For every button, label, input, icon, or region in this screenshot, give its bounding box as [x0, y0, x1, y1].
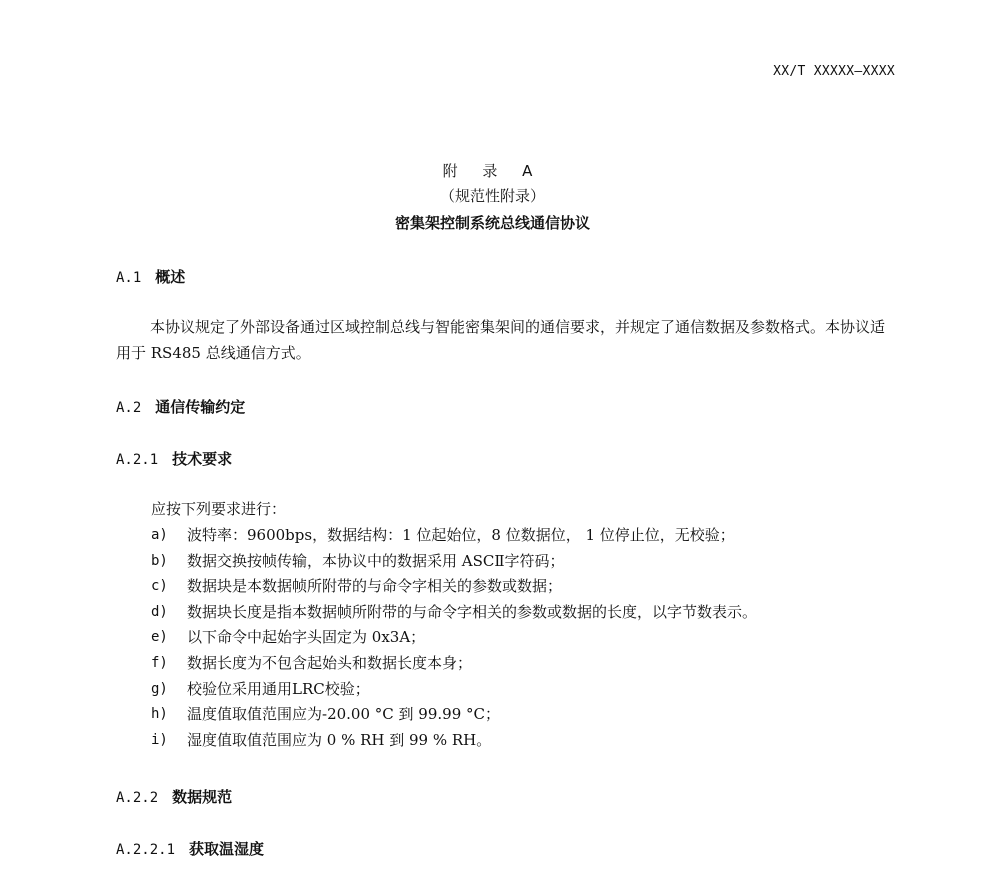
section-title: 数据规范: [172, 788, 233, 806]
list-item: [151, 549, 757, 575]
list-item-text: 温度值取值范围应为-20.00 °C 到 99.99 °C；: [187, 705, 500, 724]
section-title: 概述: [155, 268, 186, 286]
appendix-subtitle: （规范性附录）: [439, 187, 545, 205]
list-marker: d): [151, 603, 168, 620]
section-heading-a221: [116, 838, 264, 859]
list-item: [151, 600, 757, 626]
requirements-intro: 应按下列要求进行：: [151, 500, 287, 518]
list-item: [151, 523, 757, 549]
list-marker: h): [151, 706, 168, 723]
list-item: [151, 574, 757, 600]
list-item: [151, 625, 757, 651]
appendix-name: 密集架控制系统总线通信协议: [394, 214, 590, 232]
list-item: [151, 677, 757, 703]
list-marker: f): [151, 654, 168, 671]
list-item-text: 校验位采用通用LRC校验；: [187, 679, 370, 698]
document-code: XX/T XXXXX—XXXX: [773, 64, 895, 79]
section-number: A.2.2.1: [116, 842, 176, 858]
list-marker: c): [151, 578, 168, 595]
section-title: 技术要求: [172, 450, 233, 468]
list-item-text: 湿度值取值范围应为 0 % RH 到 99 % RH。: [187, 730, 492, 749]
list-item: [151, 651, 757, 677]
list-item-text: 数据块长度是指本数据帧所附带的与命令字相关的参数或数据的长度，以字节数表示。: [187, 602, 758, 621]
section-title: 获取温湿度: [189, 840, 265, 858]
section-heading-a1: [116, 266, 185, 287]
list-item-text: 以下命令中起始字头固定为 0x3A；: [187, 628, 426, 647]
section-heading-a22: [116, 786, 232, 807]
appendix-title: 附 录 A: [442, 162, 543, 180]
section-title: 通信传输约定: [155, 398, 246, 416]
section-number: A.2.2: [116, 790, 159, 806]
section-number: A.2: [116, 400, 142, 416]
list-item: [151, 702, 757, 728]
list-item-text: 数据块是本数据帧所附带的与命令字相关的参数或数据；: [187, 577, 563, 596]
requirements-list: [151, 523, 757, 753]
list-marker: b): [151, 552, 168, 569]
list-marker: e): [151, 629, 168, 646]
list-marker: a): [151, 527, 168, 543]
list-item-text: 波特率：9600bps，数据结构：1 位起始位，8 位数据位， 1 位停止位，无校验；: [187, 526, 735, 544]
section-heading-a21: [116, 448, 232, 469]
list-item: [151, 728, 757, 754]
list-item-text: 数据交换按帧传输，本协议中的数据采用 ASCⅡ字符码；: [187, 551, 565, 570]
section-heading-a2: [116, 396, 245, 417]
section-number: A.1: [116, 270, 142, 286]
list-marker: g): [151, 680, 168, 697]
list-marker: i): [151, 731, 168, 748]
list-item-text: 数据长度为不包含起始头和数据长度本身；: [187, 653, 473, 672]
section-number: A.2.1: [116, 452, 159, 468]
overview-paragraph: 本协议规定了外部设备通过区域控制总线与智能密集架间的通信要求，并规定了通信数据及参数格式。本协议适用于 RS485 总线通信方式。: [116, 318, 886, 362]
